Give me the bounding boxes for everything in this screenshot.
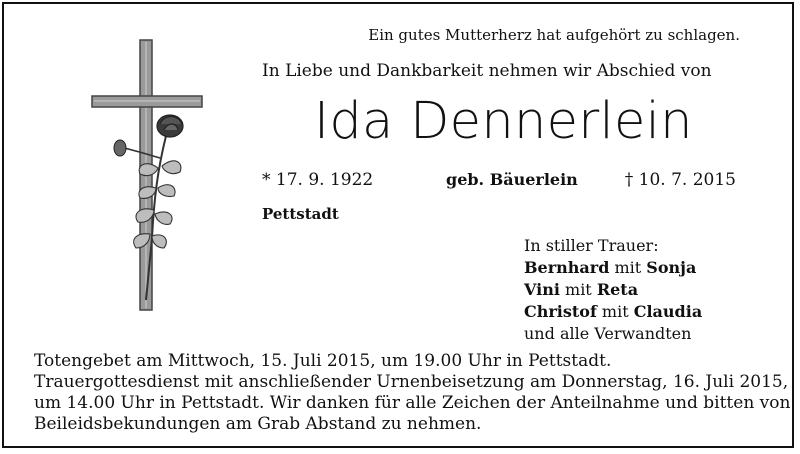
- hometown: Pettstadt: [262, 205, 339, 223]
- mourner-pair: [524, 279, 702, 301]
- mourner-second: Claudia: [633, 302, 703, 321]
- mourners-heading: In stiller Trauer:: [524, 236, 659, 255]
- service-details: [34, 351, 790, 435]
- motto-text: Ein gutes Mutterherz hat aufgehört zu schlagen.: [368, 26, 740, 44]
- footer-line: Totengebet am Mittwoch, 15. Juli 2015, um 19.00 Uhr in Pettstadt.: [34, 351, 612, 371]
- intro-text: In Liebe und Dankbarkeit nehmen wir Abschied von: [262, 61, 712, 81]
- mourner-second: Sonja: [646, 258, 697, 277]
- mourner-first: Vini: [524, 280, 560, 299]
- mourner-first: Christof: [524, 302, 597, 321]
- footer-line: Beileidsbekundungen am Grab Abstand zu nehmen.: [34, 414, 482, 434]
- death-date: † 10. 7. 2015: [624, 170, 736, 190]
- mourners-block: [524, 235, 702, 345]
- mourner-pair: [524, 301, 702, 323]
- maiden-name: geb. Bäuerlein: [446, 170, 578, 189]
- mourner-joiner: mit: [565, 280, 592, 299]
- obituary-notice: [2, 2, 794, 448]
- mourner-joiner: mit: [614, 258, 642, 277]
- deceased-name: Ida Dennerlein: [314, 92, 693, 151]
- birth-date: * 17. 9. 1922: [262, 170, 374, 190]
- footer-line: Trauergottesdienst mit anschließender Urnenbeisetzung am Donnerstag, 16. Juli 2015,: [34, 372, 789, 392]
- mourner-first: Bernhard: [524, 258, 610, 277]
- mourners-closing: und alle Verwandten: [524, 324, 692, 343]
- mourner-pair: [524, 257, 702, 279]
- mourner-second: Reta: [596, 280, 639, 299]
- mourner-joiner: mit: [601, 302, 629, 321]
- cross-with-rose-icon: [88, 38, 208, 313]
- footer-line: um 14.00 Uhr in Pettstadt. Wir danken für alle Zeichen der Anteilnahme und bitten von: [34, 393, 791, 413]
